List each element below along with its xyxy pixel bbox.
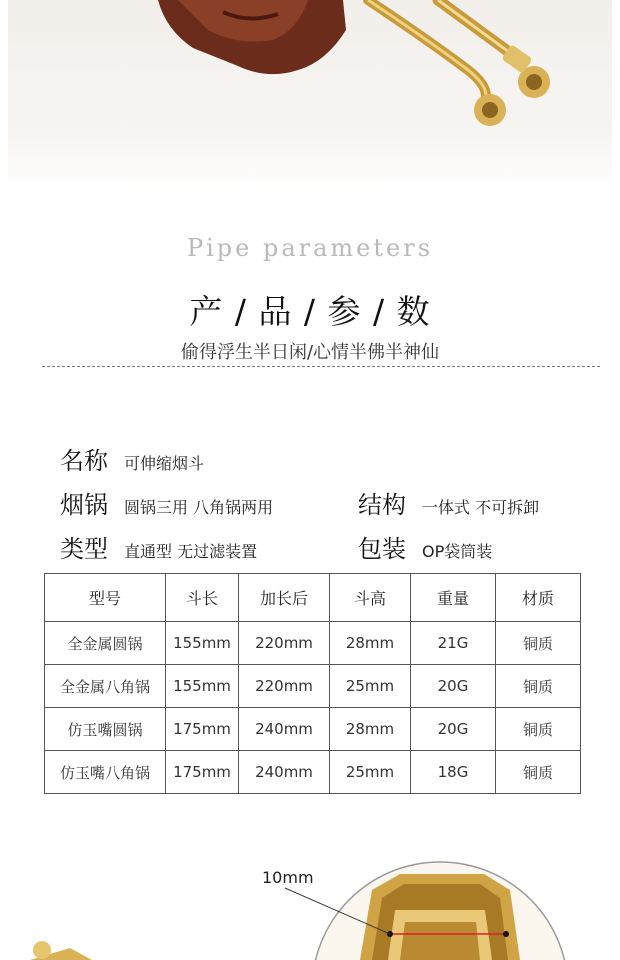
column-header: 材质 — [496, 574, 581, 622]
spec-structure — [358, 485, 539, 520]
table-cell: 220mm — [239, 665, 330, 708]
table-cell: 铜质 — [496, 665, 581, 708]
column-header: 重量 — [411, 574, 496, 622]
column-header: 斗长 — [166, 574, 239, 622]
spec-value: 可伸缩烟斗 — [124, 454, 205, 473]
table-row — [45, 622, 581, 665]
table-cell: 175mm — [166, 751, 239, 794]
table-cell: 155mm — [166, 665, 239, 708]
parameters-table — [44, 573, 581, 794]
table-cell: 240mm — [239, 708, 330, 751]
table-cell: 25mm — [330, 665, 411, 708]
dimension-label: 10mm — [262, 868, 314, 887]
spec-value: OP袋筒装 — [422, 542, 493, 561]
pipe-photo-illustration — [8, 0, 612, 190]
column-header: 加长后 — [239, 574, 330, 622]
table-cell: 铜质 — [496, 751, 581, 794]
spec-value: 一体式 不可拆卸 — [422, 498, 540, 517]
spec-key: 结构 — [358, 491, 406, 519]
section-title-cn: 产 / 品 / 参 / 数 — [189, 292, 431, 331]
table-cell: 28mm — [330, 622, 411, 665]
table-cell: 仿玉嘴圆锅 — [45, 708, 166, 751]
spec-key: 包装 — [358, 535, 406, 563]
bowl-closeup-illustration — [0, 850, 620, 960]
spec-key: 名称 — [60, 447, 108, 475]
table-cell: 铜质 — [496, 708, 581, 751]
table-cell: 铜质 — [496, 622, 581, 665]
table-cell: 220mm — [239, 622, 330, 665]
spec-value: 圆锅三用 八角锅两用 — [124, 498, 274, 517]
table-cell: 175mm — [166, 708, 239, 751]
table-header-row — [45, 574, 581, 622]
column-header: 型号 — [45, 574, 166, 622]
section-slogan: 偷得浮生半日闲/心情半佛半神仙 — [180, 342, 440, 363]
table-row — [45, 751, 581, 794]
spec-packaging — [358, 529, 492, 564]
product-photo-detail — [0, 850, 620, 960]
table-cell: 240mm — [239, 751, 330, 794]
table-cell: 21G — [411, 622, 496, 665]
spec-type — [60, 529, 257, 564]
table-row — [45, 665, 581, 708]
table-cell: 18G — [411, 751, 496, 794]
table-cell: 155mm — [166, 622, 239, 665]
section-title-en: Pipe parameters — [186, 234, 434, 262]
table-cell: 28mm — [330, 708, 411, 751]
dashed-divider — [42, 366, 600, 367]
table-cell: 全金属圆锅 — [45, 622, 166, 665]
spec-value: 直通型 无过滤装置 — [124, 542, 258, 561]
spec-key: 烟锅 — [60, 491, 108, 519]
product-photo-top — [8, 0, 612, 190]
table-cell: 20G — [411, 665, 496, 708]
spec-bowl — [60, 485, 273, 520]
table-cell: 20G — [411, 708, 496, 751]
spec-name — [60, 441, 204, 476]
table-cell: 全金属八角锅 — [45, 665, 166, 708]
table-cell: 25mm — [330, 751, 411, 794]
column-header: 斗高 — [330, 574, 411, 622]
table-cell: 仿玉嘴八角锅 — [45, 751, 166, 794]
spec-key: 类型 — [60, 535, 108, 563]
table-row — [45, 708, 581, 751]
